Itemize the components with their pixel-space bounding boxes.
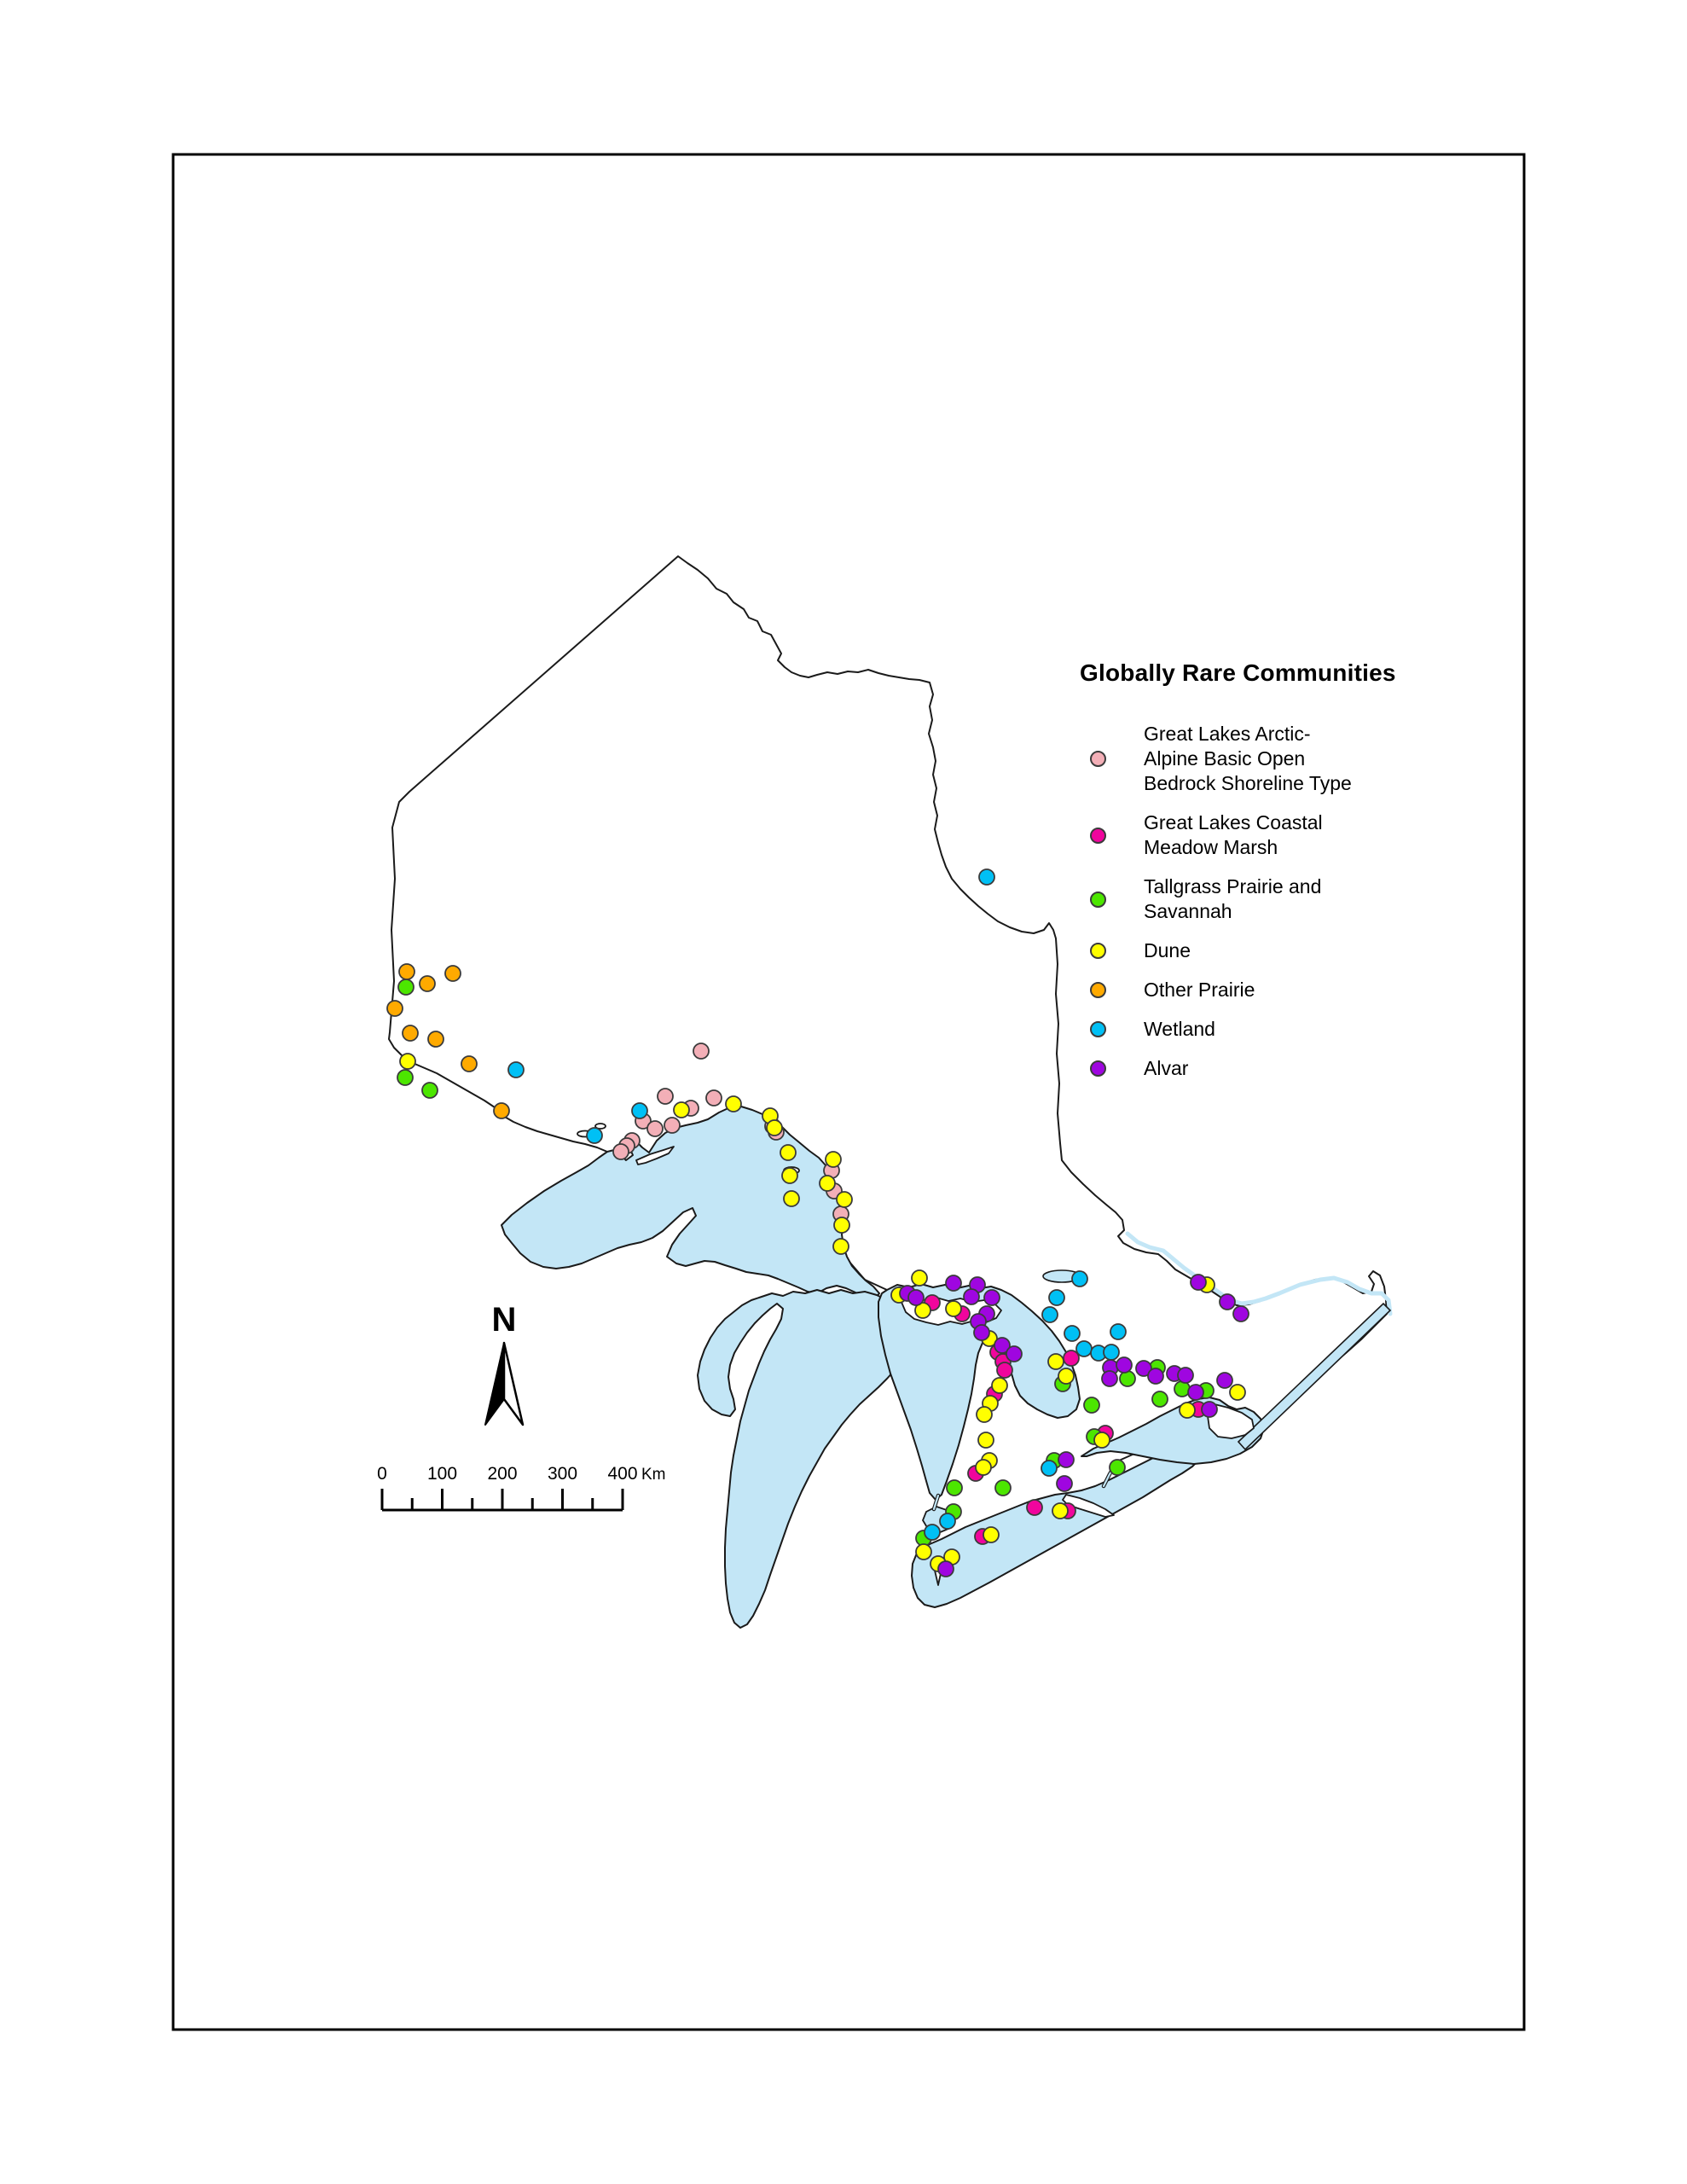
legend-item-dune-label: Dune	[1144, 939, 1191, 961]
site-dot-wetland	[1064, 1326, 1080, 1341]
legend-item-alvar	[1080, 1056, 1472, 1081]
site-dot-tallgrass	[1084, 1397, 1099, 1413]
site-dot-alvar	[974, 1325, 989, 1340]
site-dot-dune	[983, 1527, 999, 1542]
site-dot-dune	[674, 1102, 689, 1118]
site-dot-arctic	[613, 1144, 629, 1159]
site-dot-prairie	[461, 1056, 477, 1072]
legend-item-coastal-meadow-marsh-label: Great Lakes Coastal Meadow Marsh	[1144, 811, 1323, 858]
site-dot-dune	[976, 1460, 991, 1475]
site-dot-dune	[826, 1152, 841, 1167]
site-dot-alvar	[908, 1290, 924, 1305]
site-dot-dune	[837, 1192, 852, 1207]
site-dot-tallgrass	[398, 979, 414, 995]
site-dot-dune	[1180, 1403, 1195, 1418]
site-dot-wetland	[1076, 1341, 1092, 1356]
legend-title: Globally Rare Communities	[1080, 659, 1396, 686]
legend-item-arctic-alpine-bedrock-shoreline-label: Great Lakes Arctic- Alpine Basic Open Bedrock Shoreline Type	[1144, 723, 1352, 794]
site-dot-prairie	[399, 964, 415, 979]
scale-bar	[377, 1464, 665, 1510]
site-dot-arctic	[647, 1121, 663, 1136]
site-dot-alvar	[1217, 1373, 1232, 1388]
site-dot-wetland	[925, 1525, 940, 1540]
site-dot-dune	[978, 1432, 994, 1448]
site-dot-alvar	[946, 1275, 961, 1291]
legend-item-dune	[1080, 938, 1472, 963]
site-dot-alvar	[1057, 1476, 1072, 1491]
north-arrow	[485, 1301, 523, 1425]
site-dot-arctic	[693, 1043, 709, 1059]
site-dot-tallgrass	[1152, 1391, 1168, 1407]
legend-item-dune-marker	[1090, 943, 1106, 959]
scale-unit: Km	[641, 1466, 666, 1484]
legend-item-tallgrass-prairie-savannah-label: Tallgrass Prairie and Savannah	[1144, 875, 1322, 922]
site-dot-prairie	[387, 1001, 403, 1016]
site-dot-wetland	[979, 869, 994, 885]
scale-label-300: 300	[547, 1464, 578, 1484]
north-arrow-label: N	[491, 1301, 517, 1339]
legend-item-tallgrass-prairie-savannah-marker	[1090, 892, 1106, 908]
site-dot-wetland	[1104, 1345, 1119, 1360]
site-dot-dune	[916, 1544, 931, 1560]
site-dot-dune	[992, 1378, 1007, 1393]
legend	[1080, 659, 1472, 1095]
site-dot-dune	[1058, 1368, 1074, 1384]
legend-item-other-prairie-marker	[1090, 982, 1106, 998]
site-dot-prairie	[445, 966, 461, 981]
site-dot-arctic	[706, 1090, 722, 1106]
site-dot-alvar	[1202, 1402, 1217, 1417]
site-dot-dune	[767, 1120, 782, 1136]
lake-michigan	[698, 1290, 907, 1628]
site-dot-arctic	[658, 1089, 673, 1104]
site-dot-dune	[784, 1191, 799, 1206]
site-dot-dune	[1052, 1503, 1068, 1519]
legend-item-other-prairie-label: Other Prairie	[1144, 979, 1255, 1001]
site-dot-prairie	[428, 1031, 443, 1047]
site-dot-dune	[726, 1096, 741, 1112]
scale-label-400: 400	[607, 1464, 638, 1484]
site-dot-alvar	[1148, 1368, 1163, 1384]
legend-item-wetland-label: Wetland	[1144, 1018, 1215, 1040]
site-dot-dune	[1230, 1385, 1245, 1400]
site-dot-tallgrass	[1110, 1460, 1125, 1475]
site-dot-wetland	[508, 1062, 524, 1077]
site-dot-alvar	[1220, 1294, 1235, 1310]
site-dot-alvar	[1191, 1275, 1206, 1290]
legend-item-other-prairie	[1080, 978, 1472, 1002]
site-dot-dune	[1094, 1432, 1110, 1448]
legend-item-wetland-marker	[1090, 1021, 1106, 1037]
scale-label-100: 100	[426, 1464, 458, 1484]
site-dot-prairie	[420, 976, 435, 991]
legend-item-arctic-alpine-bedrock-shoreline-marker	[1090, 751, 1106, 767]
legend-item-alvar-marker	[1090, 1060, 1106, 1077]
site-dot-dune	[834, 1217, 849, 1233]
site-dot-wetland	[1110, 1324, 1126, 1339]
site-dot-alvar	[1058, 1452, 1074, 1467]
site-dot-prairie	[403, 1025, 418, 1041]
legend-item-coastal-meadow-marsh-marker	[1090, 828, 1106, 844]
site-dot-wetland	[587, 1128, 602, 1143]
site-dot-alvar	[1188, 1385, 1203, 1400]
site-dot-marsh	[997, 1362, 1012, 1378]
legend-item-tallgrass-prairie-savannah	[1080, 874, 1472, 924]
site-dot-dune	[977, 1407, 992, 1422]
site-dot-wetland	[940, 1513, 955, 1529]
legend-items	[1080, 722, 1472, 1081]
site-dot-tallgrass	[947, 1480, 962, 1496]
site-dot-dune	[833, 1239, 849, 1254]
site-dot-tallgrass	[397, 1070, 413, 1085]
site-dot-alvar	[1178, 1368, 1193, 1383]
site-dot-tallgrass	[1120, 1371, 1135, 1386]
site-dot-dune	[782, 1168, 797, 1183]
site-dot-dune	[820, 1176, 835, 1191]
site-dot-alvar	[964, 1289, 979, 1304]
site-dot-dune	[912, 1270, 927, 1286]
site-dot-wetland	[632, 1103, 647, 1118]
site-dot-alvar	[984, 1290, 1000, 1305]
site-dot-dune	[946, 1301, 961, 1316]
site-dot-tallgrass	[1174, 1381, 1190, 1397]
site-dot-dune	[780, 1145, 796, 1160]
site-dot-tallgrass	[995, 1480, 1011, 1496]
site-dot-wetland	[1041, 1461, 1057, 1476]
site-dot-wetland	[1049, 1290, 1064, 1305]
site-dot-tallgrass	[422, 1083, 438, 1098]
site-dot-alvar	[1233, 1306, 1249, 1321]
scale-label-0: 0	[377, 1464, 387, 1484]
site-dot-dune	[400, 1054, 415, 1069]
legend-item-wetland	[1080, 1017, 1472, 1042]
site-dot-wetland	[1042, 1307, 1058, 1322]
site-dot-arctic	[664, 1118, 680, 1133]
site-dot-alvar	[1116, 1357, 1132, 1373]
site-dot-alvar	[1006, 1346, 1022, 1362]
legend-item-arctic-alpine-bedrock-shoreline	[1080, 722, 1472, 796]
site-dot-dune	[1048, 1354, 1064, 1369]
legend-item-alvar-label: Alvar	[1144, 1057, 1189, 1079]
site-dot-wetland	[1072, 1271, 1087, 1287]
legend-item-coastal-meadow-marsh	[1080, 810, 1472, 860]
scale-label-200: 200	[487, 1464, 518, 1484]
site-dot-marsh	[1027, 1500, 1042, 1515]
site-dot-alvar	[938, 1561, 954, 1577]
site-dot-alvar	[1102, 1371, 1117, 1386]
site-dot-prairie	[494, 1103, 509, 1118]
